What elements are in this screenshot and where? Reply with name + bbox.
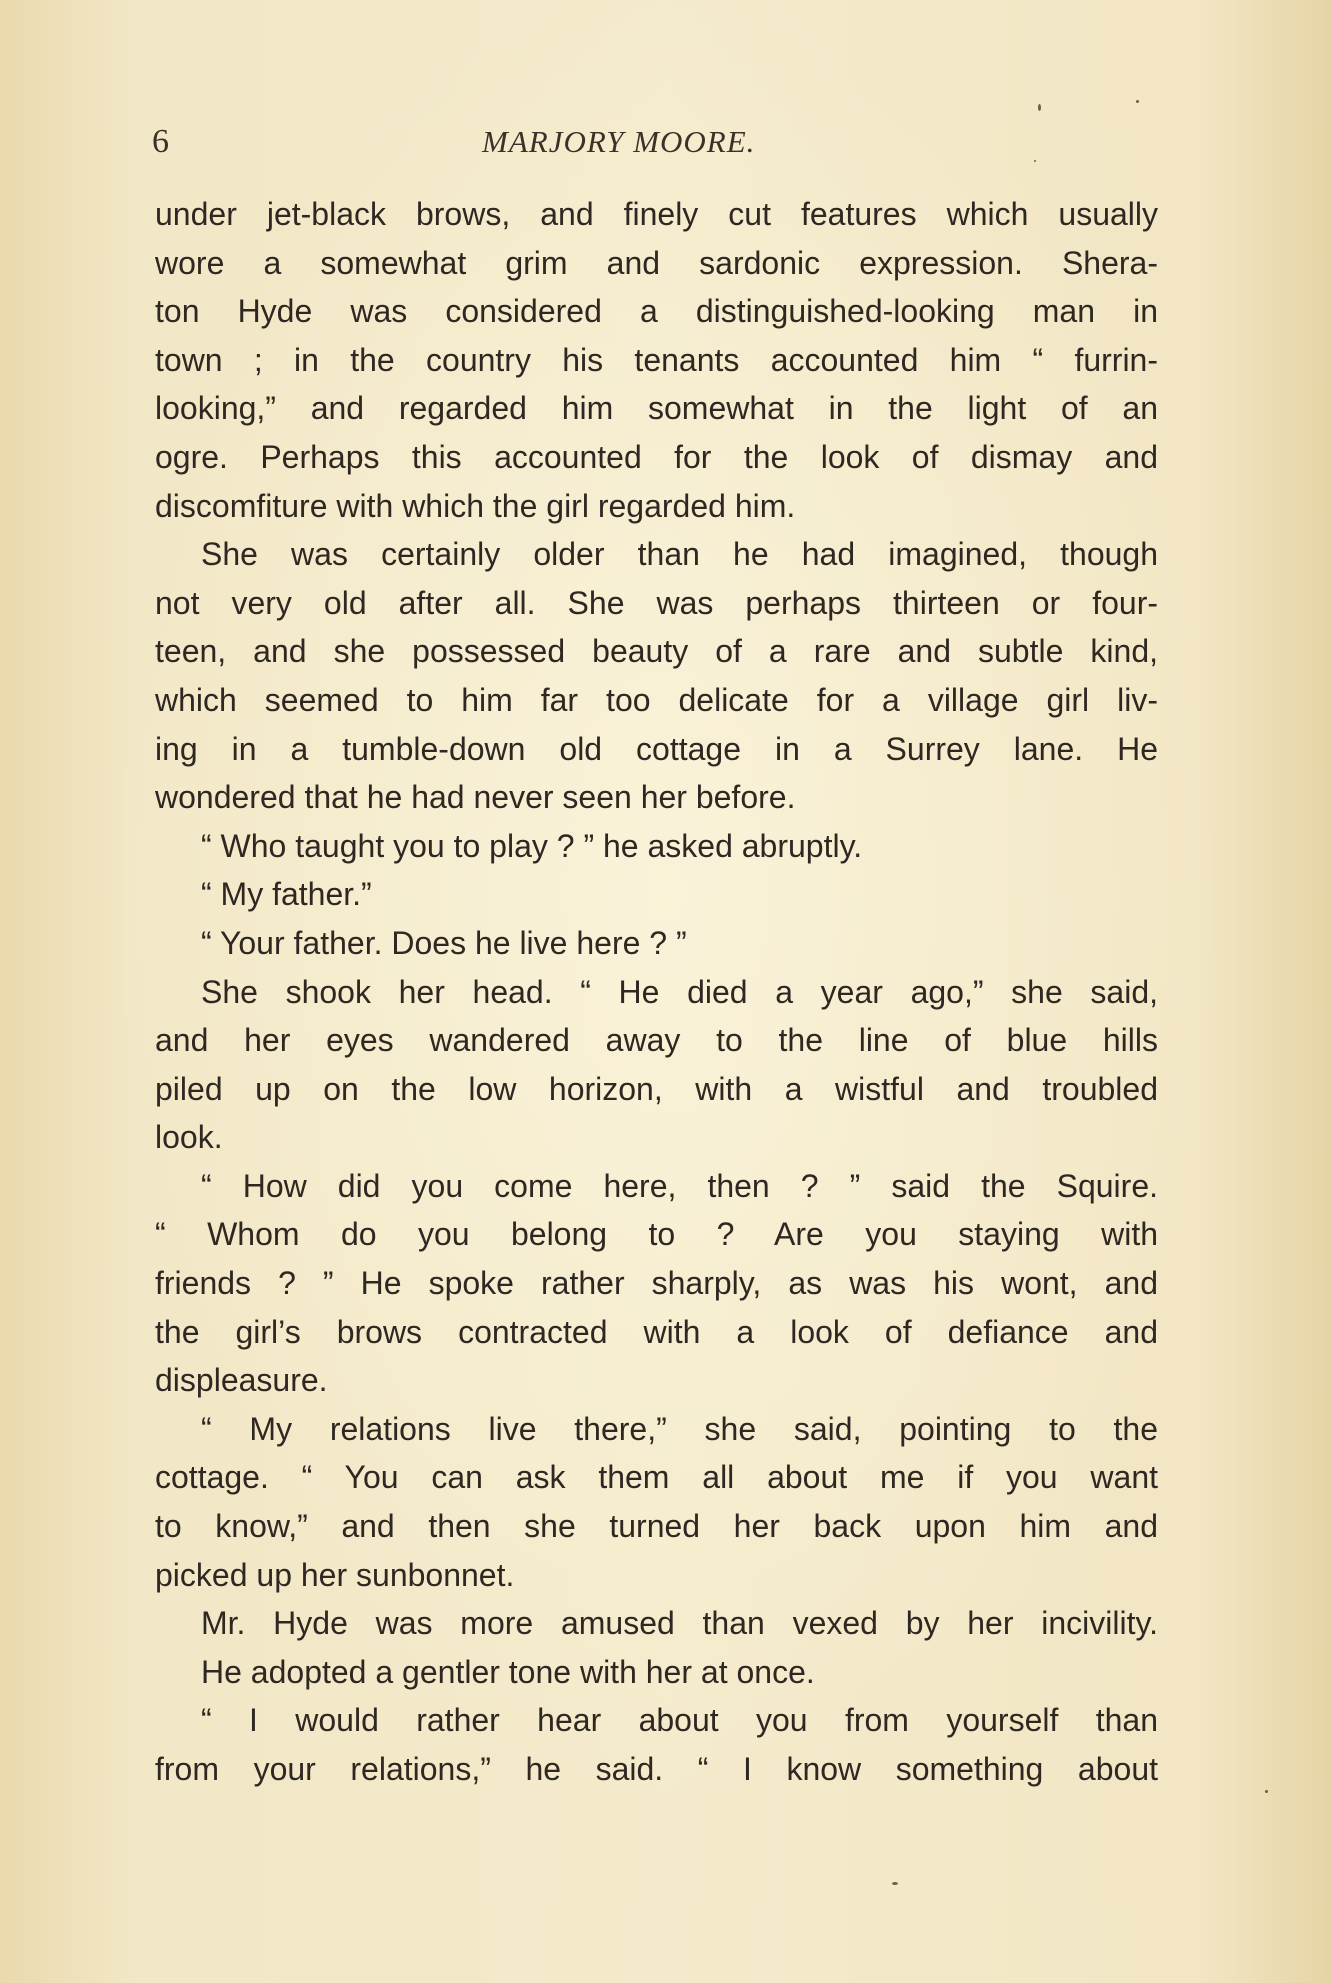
text-line: looking,” and regarded him somewhat in the light of an [155, 390, 1158, 427]
text-line: friends ? ” He spoke rather sharply, as was his wont, and [155, 1265, 1158, 1302]
text-line: “ I would rather hear about you from yourself than [201, 1702, 1158, 1739]
text-line: She was certainly older than he had imagined, though [201, 536, 1158, 573]
text-line: under jet-black brows, and finely cut features which usually [155, 196, 1158, 232]
text-line: to know,” and then she turned her back upon him and [155, 1508, 1158, 1545]
ink-speck [1038, 104, 1041, 111]
ink-speck [892, 1882, 898, 1885]
text-line: “ How did you come here, then ? ” said the Squire. [201, 1167, 1158, 1204]
ink-speck [1136, 100, 1139, 103]
text-line: ogre. Perhaps this accounted for the look of dismay and [155, 438, 1158, 475]
body-text [155, 190, 1158, 1794]
text-line: and her eyes wandered away to the line of blue hills [155, 1022, 1158, 1059]
text-line: discomfiture with which the girl regarded him. [155, 487, 796, 524]
running-title: MARJORY MOORE. [482, 124, 756, 159]
text-line: ton Hyde was considered a distinguished-looking man in [155, 293, 1158, 330]
page-number: 6 [152, 123, 169, 160]
text-line: which seemed to him far too delicate for a village girl liv- [155, 681, 1158, 718]
text-line: She shook her head. “ He died a year ago,” she said, [201, 973, 1158, 1010]
text-line: teen, and she possessed beauty of a rare and subtle kind, [155, 633, 1158, 670]
text-line: “ Whom do you belong to ? Are you staying with [155, 1216, 1158, 1253]
text-line: displeasure. [155, 1362, 328, 1399]
text-line: ing in a tumble-down old cottage in a Surrey lane. He [155, 730, 1158, 767]
text-line: from your relations,” he said. “ I know something about [155, 1751, 1158, 1787]
page-header [152, 118, 1162, 166]
text-line: look. [155, 1119, 223, 1156]
text-line: cottage. “ You can ask them all about me if you want [155, 1459, 1158, 1496]
text-line: “ My relations live there,” she said, pointing to the [201, 1410, 1158, 1447]
text-line: “ My father.” [201, 876, 372, 913]
text-line: picked up her sunbonnet. [155, 1556, 515, 1593]
text-line: town ; in the country his tenants accounted him “ furrin- [155, 341, 1158, 378]
ink-speck [1265, 1790, 1268, 1793]
text-line: Mr. Hyde was more amused than vexed by her incivility. [201, 1605, 1158, 1642]
text-line: “ Who taught you to play ? ” he asked abruptly. [201, 827, 863, 864]
text-line: not very old after all. She was perhaps thirteen or four- [155, 584, 1158, 621]
text-line: wondered that he had never seen her before. [155, 779, 796, 816]
text-line: piled up on the low horizon, with a wistful and troubled [155, 1070, 1158, 1107]
text-line: wore a somewhat grim and sardonic expression. Shera- [155, 244, 1158, 281]
text-line: “ Your father. Does he live here ? ” [201, 924, 687, 961]
text-line: He adopted a gentler tone with her at once. [201, 1653, 815, 1690]
text-line: the girl’s brows contracted with a look of defiance and [155, 1313, 1158, 1350]
